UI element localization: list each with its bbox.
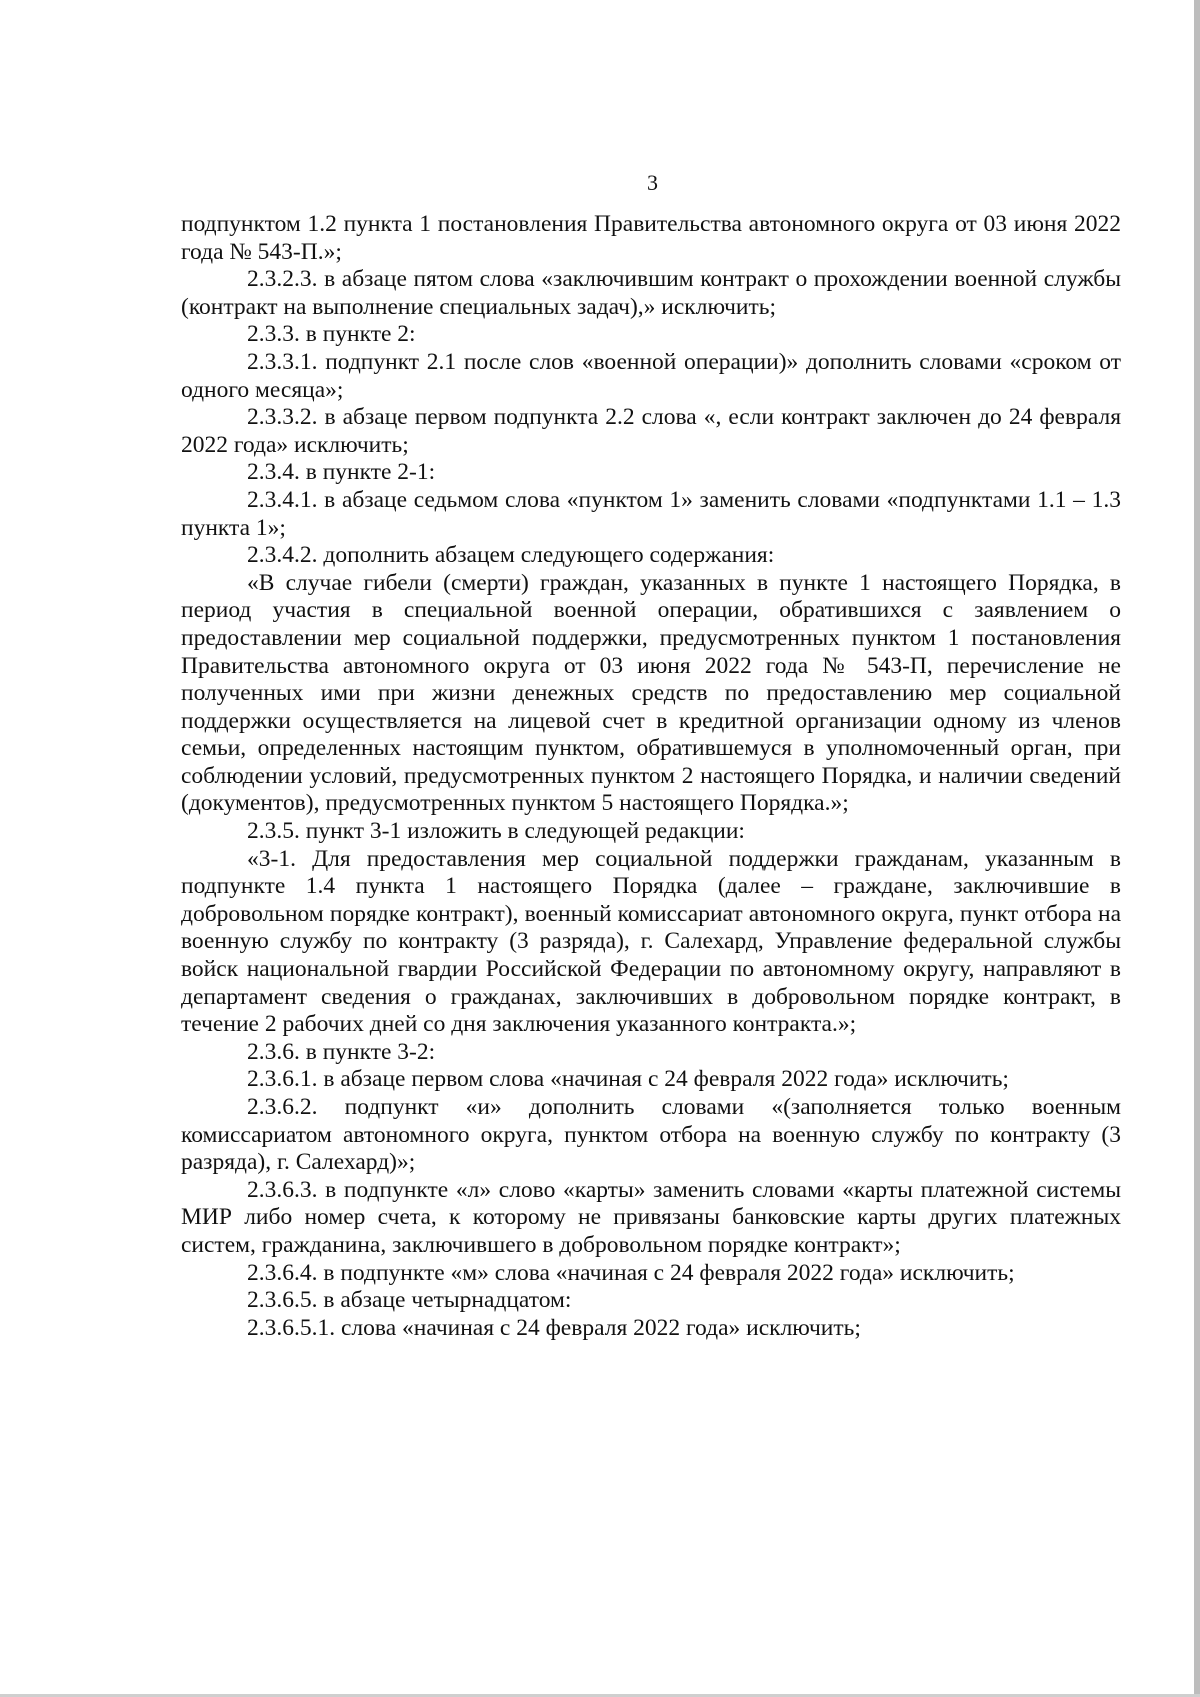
paragraph-2-3-6-5: 2.3.6.5. в абзаце четырнадцатом: (247, 1287, 572, 1314)
page-number: 3 (647, 170, 658, 195)
paragraph-2-3-4-1: 2.3.4.1. в абзаце седьмом слова «пунктом 1» заменить словами «подпунктами 1.1 – 1.3 пункта 1»; (181, 486, 1121, 541)
paragraph-2-3-6-3: 2.3.6.3. в подпункте «л» слово «карты» заменить словами «карты платежной системы МИР либо номер счета, к которому не привязаны банковские карты других платежных систем, гражданина, заключившего в добровольном порядке контракт»; (181, 1176, 1121, 1258)
paragraph-2-3-2-3: 2.3.2.3. в абзаце пятом слова «заключившим контракт о прохождении военной службы (контракт на выполнение специальных задач),» исключить; (181, 266, 1121, 320)
paragraph-2-3-6: 2.3.6. в пункте 3-2: (247, 1038, 436, 1065)
paragraph-2-3-3: 2.3.3. в пункте 2: (247, 321, 416, 348)
paragraph-2-3-4-2: 2.3.4.2. дополнить абзацем следующего содержания: (247, 542, 775, 569)
paragraph-2-3-5: 2.3.5. пункт 3-1 изложить в следующей редакции: (247, 818, 745, 845)
paragraph-2-3-3-1: 2.3.3.1. подпункт 2.1 после слов «военной операции)» дополнить словами «сроком от одного месяца»; (181, 348, 1121, 403)
paragraph-2-3-4: 2.3.4. в пункте 2-1: (247, 459, 436, 486)
page-right-edge (1194, 0, 1200, 1697)
paragraph-quote-3-1: «3-1. Для предоставления мер социальной поддержки гражданам, указанным в подпункте 1.4 пункта 1 настоящего Порядка (далее – граждане, заключившие в добровольном порядке контракт), военный комиссариат автономного округа, пункт отбора на военную службу по контракту (3 разряда), г. Салехард, Управление федеральной службы войск национальной гвардии Российской Федерации по автономному округу, направляют в департамент сведения о гражданах, заключивших в добровольном порядке контракт, в течение 2 рабочих дней со дня заключения указанного контракта.»; (181, 845, 1121, 1038)
paragraph-2-3-3-2: 2.3.3.2. в абзаце первом подпункта 2.2 слова «, если контракт заключен до 24 февраля 2022 года» исключить; (181, 404, 1121, 458)
document-body (181, 211, 1121, 1342)
paragraph-2-3-6-5-1: 2.3.6.5.1. слова «начиная с 24 февраля 2022 года» исключить; (247, 1314, 861, 1341)
paragraph-quote-death-case: «В случае гибели (смерти) граждан, указанных в пункте 1 настоящего Порядка, в период участия в специальной военной операции, обратившихся с заявлением о предоставлении мер социальной поддержки, предусмотренных пунктом 1 постановления Правительства автономного округа от 03 июня 2022 года № 543-П, перечисление не полученных ими при жизни денежных средств по предоставлению мер социальной поддержки осуществляется на лицевой счет в кредитной организации одному из членов семьи, определенных настоящим пунктом, обратившемуся в уполномоченный орган, при соблюдении условий, предусмотренных пунктом 2 настоящего Порядка, и наличии сведений (документов), предусмотренных пунктом 5 настоящего Порядка.»; (181, 569, 1121, 817)
paragraph-2-3-6-1: 2.3.6.1. в абзаце первом слова «начиная с 24 февраля 2022 года» исключить; (247, 1066, 1009, 1093)
paragraph-continuation: подпунктом 1.2 пункта 1 постановления Правительства автономного округа от 03 июня 2022 года № 543-П.»; (181, 211, 1121, 265)
paragraph-2-3-6-2: 2.3.6.2. подпункт «и» дополнить словами «(заполняется только военным комиссариатом автономного округа, пунктом отбора на военную службу по контракту (3 разряда), г. Салехард)»; (181, 1094, 1121, 1176)
paragraph-2-3-6-4: 2.3.6.4. в подпункте «м» слова «начиная с 24 февраля 2022 года» исключить; (247, 1259, 1015, 1286)
